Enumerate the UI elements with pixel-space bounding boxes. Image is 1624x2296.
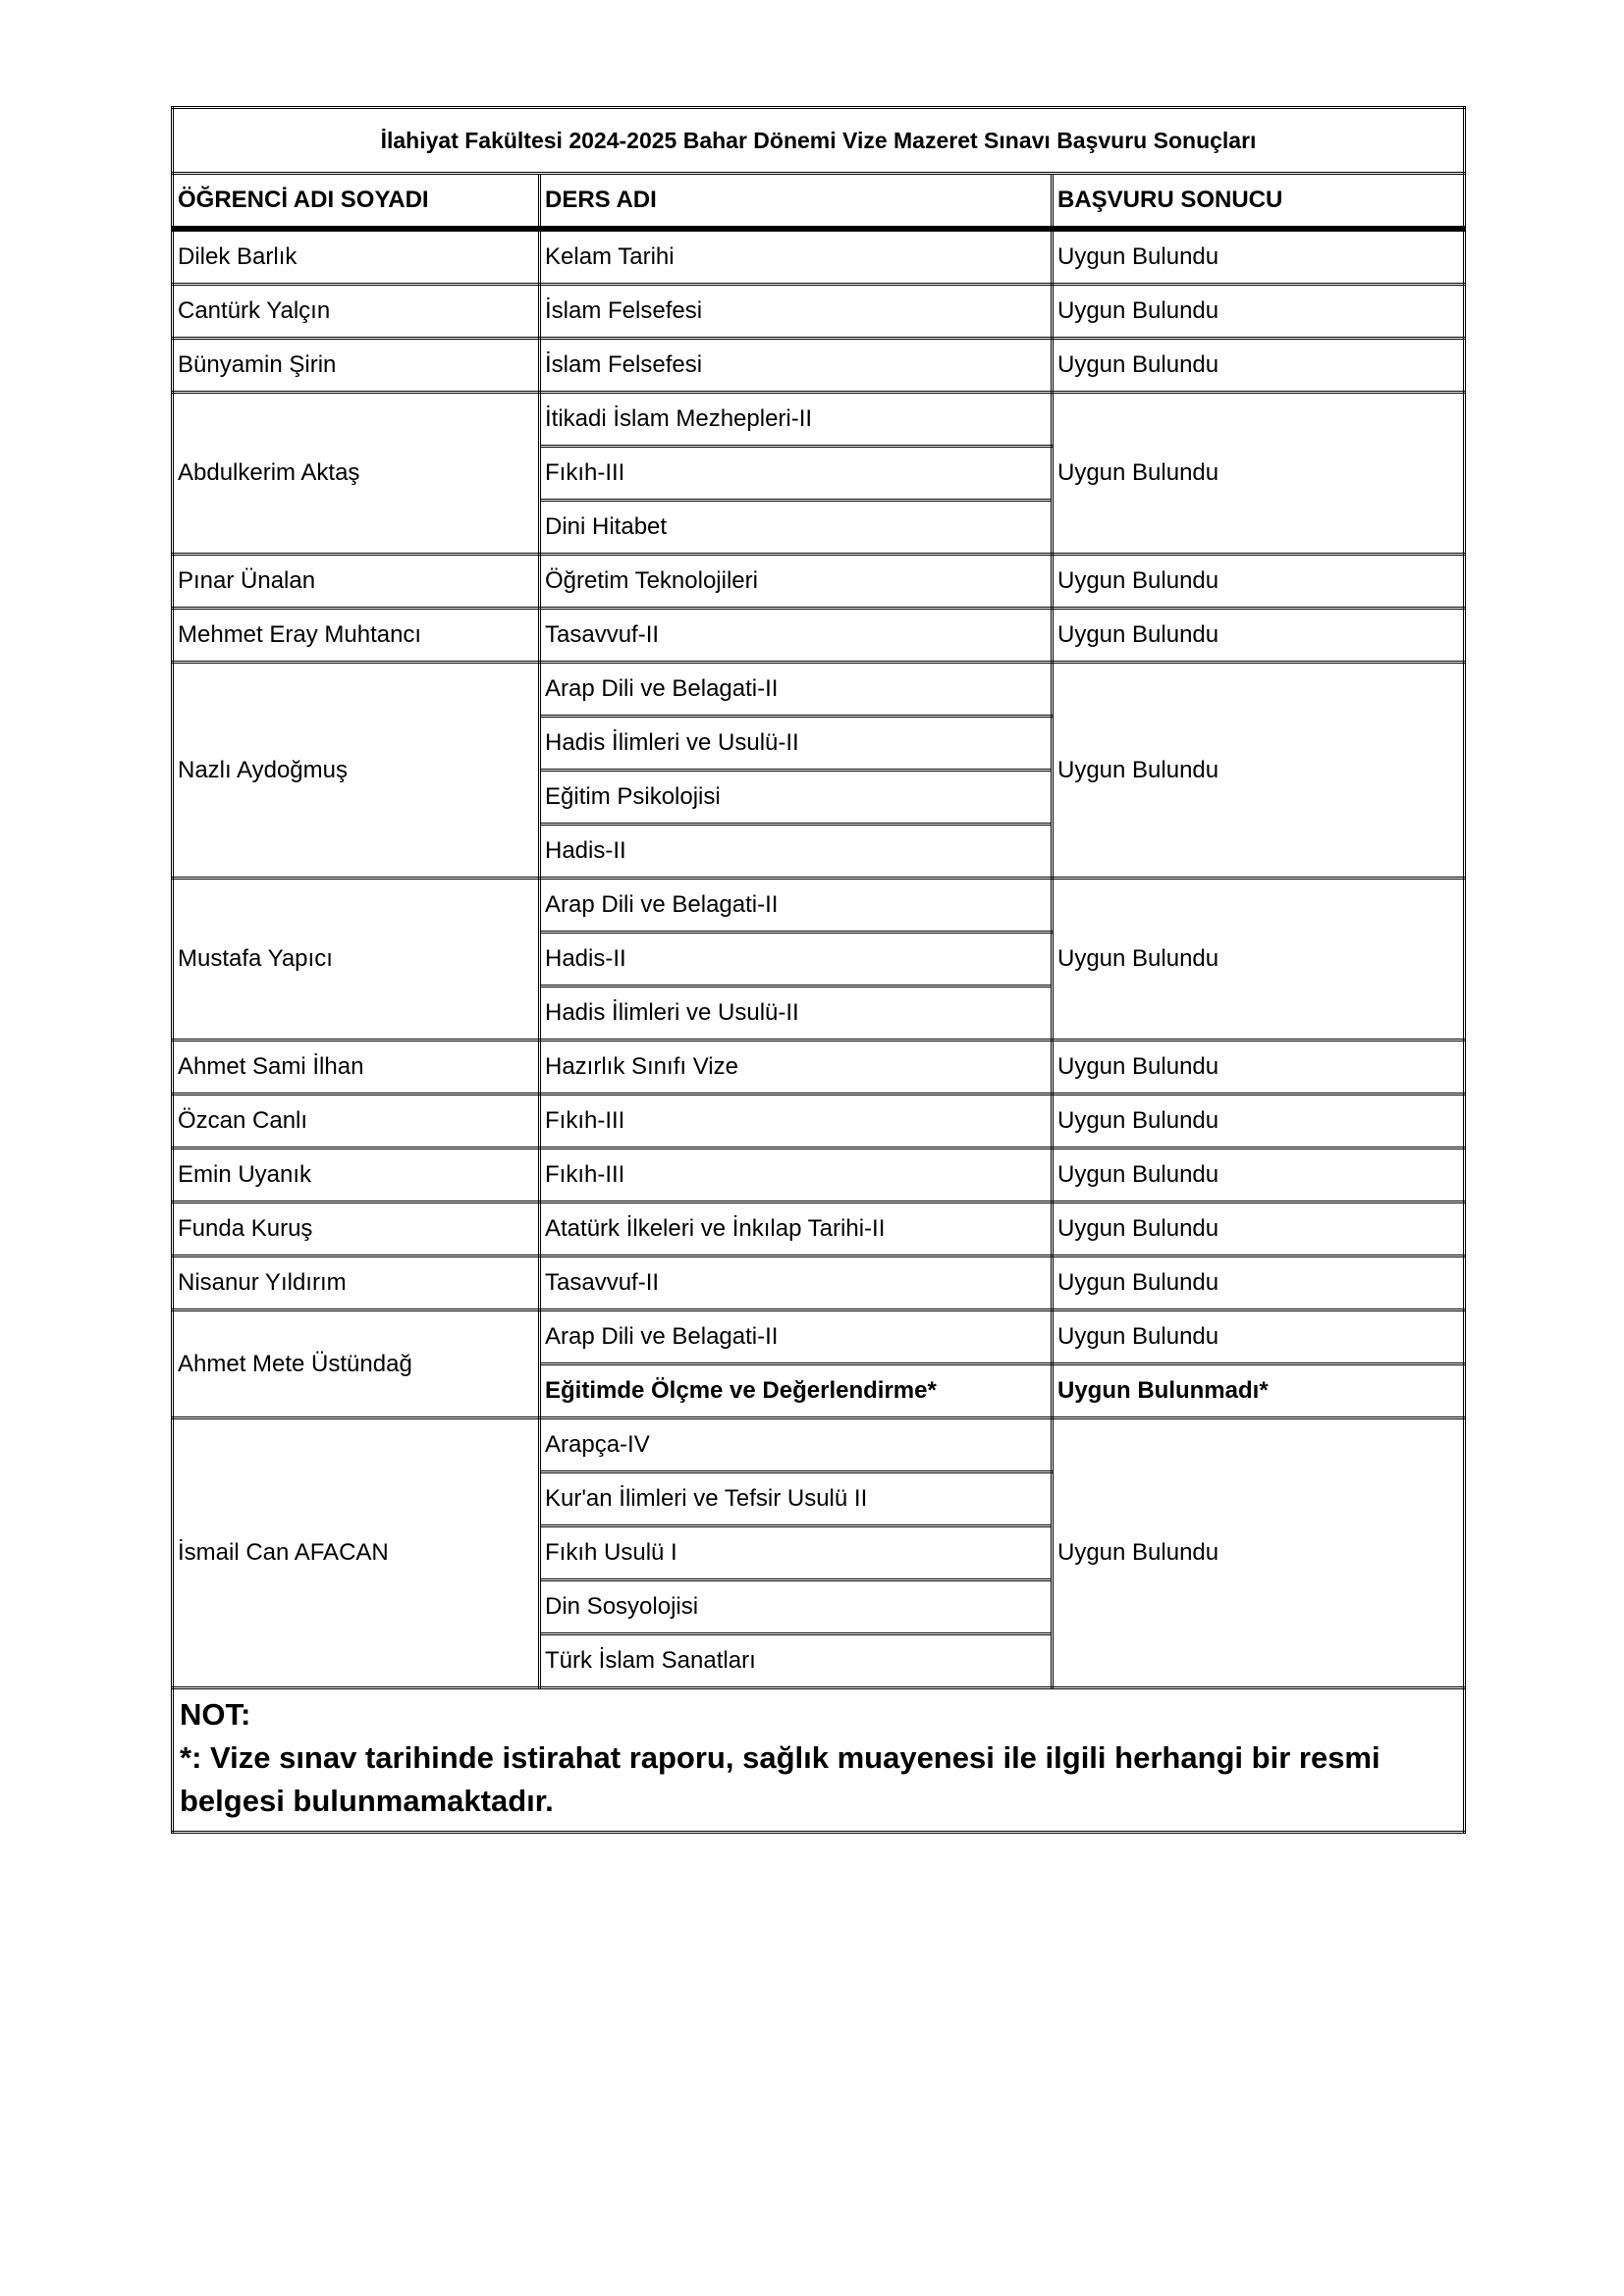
application-result: Uygun Bulundu xyxy=(1053,339,1465,393)
course-name: İslam Felsefesi xyxy=(540,285,1053,339)
course-name: Kur'an İlimleri ve Tefsir Usulü II xyxy=(540,1472,1053,1526)
application-result: Uygun Bulundu xyxy=(1053,663,1465,879)
student-name: Ahmet Mete Üstündağ xyxy=(173,1310,540,1418)
student-name: Nisanur Yıldırım xyxy=(173,1256,540,1310)
header-student: ÖĞRENCİ ADI SOYADI xyxy=(173,174,540,230)
course-name: Eğitimde Ölçme ve Değerlendirme* xyxy=(540,1364,1053,1418)
note-text: *: Vize sınav tarihinde istirahat raporu, sağlık muayenesi ile ilgili herhangi bir resmi belgesi bulunmamaktadır. xyxy=(180,1740,1380,1818)
course-name: Eğitim Psikolojisi xyxy=(540,771,1053,825)
course-name: Fıkıh-III xyxy=(540,1148,1053,1202)
course-name: Tasavvuf-II xyxy=(540,609,1053,663)
course-name: Tasavvuf-II xyxy=(540,1256,1053,1310)
table-row xyxy=(173,609,1465,663)
application-result: Uygun Bulunmadı* xyxy=(1053,1364,1465,1418)
course-name: Arap Dili ve Belagati-II xyxy=(540,879,1053,933)
application-result: Uygun Bulundu xyxy=(1053,1256,1465,1310)
application-result: Uygun Bulundu xyxy=(1053,555,1465,609)
table-row xyxy=(173,285,1465,339)
table-row xyxy=(173,1095,1465,1148)
application-result: Uygun Bulundu xyxy=(1053,879,1465,1041)
course-name: Dini Hitabet xyxy=(540,501,1053,555)
course-name: İslam Felsefesi xyxy=(540,339,1053,393)
course-name: Kelam Tarihi xyxy=(540,229,1053,285)
table-row xyxy=(173,1256,1465,1310)
student-name: Özcan Canlı xyxy=(173,1095,540,1148)
student-name: Pınar Ünalan xyxy=(173,555,540,609)
table-row xyxy=(173,1041,1465,1095)
course-name: İtikadi İslam Mezhepleri-II xyxy=(540,393,1053,447)
course-name: Arap Dili ve Belagati-II xyxy=(540,663,1053,717)
course-name: Atatürk İlkeleri ve İnkılap Tarihi-II xyxy=(540,1202,1053,1256)
student-name: İsmail Can AFACAN xyxy=(173,1418,540,1688)
application-result: Uygun Bulundu xyxy=(1053,1041,1465,1095)
course-name: Öğretim Teknolojileri xyxy=(540,555,1053,609)
student-name: Mustafa Yapıcı xyxy=(173,879,540,1041)
table-row xyxy=(173,663,1465,717)
table-row xyxy=(173,229,1465,285)
student-name: Ahmet Sami İlhan xyxy=(173,1041,540,1095)
note-row xyxy=(173,1688,1465,1833)
note-label: NOT: xyxy=(180,1697,251,1732)
table-row xyxy=(173,1202,1465,1256)
table-title: İlahiyat Fakültesi 2024-2025 Bahar Dönemi Vize Mazeret Sınavı Başvuru Sonuçları xyxy=(173,108,1465,174)
course-name: Hadis-II xyxy=(540,825,1053,879)
student-name: Bünyamin Şirin xyxy=(173,339,540,393)
table-row xyxy=(173,393,1465,447)
table-row xyxy=(173,1148,1465,1202)
table-row xyxy=(173,1418,1465,1472)
student-name: Cantürk Yalçın xyxy=(173,285,540,339)
application-result: Uygun Bulundu xyxy=(1053,1310,1465,1364)
results-table xyxy=(171,106,1466,1834)
course-name: Fıkıh-III xyxy=(540,447,1053,501)
note-cell xyxy=(173,1688,1465,1833)
student-name: Abdulkerim Aktaş xyxy=(173,393,540,555)
application-result: Uygun Bulundu xyxy=(1053,229,1465,285)
results-sheet xyxy=(171,106,1463,1834)
table-row xyxy=(173,339,1465,393)
application-result: Uygun Bulundu xyxy=(1053,1095,1465,1148)
student-name: Mehmet Eray Muhtancı xyxy=(173,609,540,663)
header-row xyxy=(173,174,1465,230)
table-row xyxy=(173,555,1465,609)
application-result: Uygun Bulundu xyxy=(1053,1148,1465,1202)
table-row xyxy=(173,1310,1465,1364)
student-name: Dilek Barlık xyxy=(173,229,540,285)
course-name: Fıkıh-III xyxy=(540,1095,1053,1148)
student-name: Emin Uyanık xyxy=(173,1148,540,1202)
course-name: Arapça-IV xyxy=(540,1418,1053,1472)
table-row xyxy=(173,879,1465,933)
course-name: Fıkıh Usulü I xyxy=(540,1526,1053,1580)
header-result: BAŞVURU SONUCU xyxy=(1053,174,1465,230)
student-name: Funda Kuruş xyxy=(173,1202,540,1256)
course-name: Hadis İlimleri ve Usulü-II xyxy=(540,717,1053,771)
course-name: Din Sosyolojisi xyxy=(540,1580,1053,1634)
course-name: Hadis-II xyxy=(540,933,1053,987)
title-row xyxy=(173,108,1465,174)
course-name: Hadis İlimleri ve Usulü-II xyxy=(540,987,1053,1041)
course-name: Türk İslam Sanatları xyxy=(540,1634,1053,1688)
application-result: Uygun Bulundu xyxy=(1053,393,1465,555)
application-result: Uygun Bulundu xyxy=(1053,609,1465,663)
student-name: Nazlı Aydoğmuş xyxy=(173,663,540,879)
application-result: Uygun Bulundu xyxy=(1053,1202,1465,1256)
course-name: Arap Dili ve Belagati-II xyxy=(540,1310,1053,1364)
application-result: Uygun Bulundu xyxy=(1053,1418,1465,1688)
course-name: Hazırlık Sınıfı Vize xyxy=(540,1041,1053,1095)
header-course: DERS ADI xyxy=(540,174,1053,230)
application-result: Uygun Bulundu xyxy=(1053,285,1465,339)
